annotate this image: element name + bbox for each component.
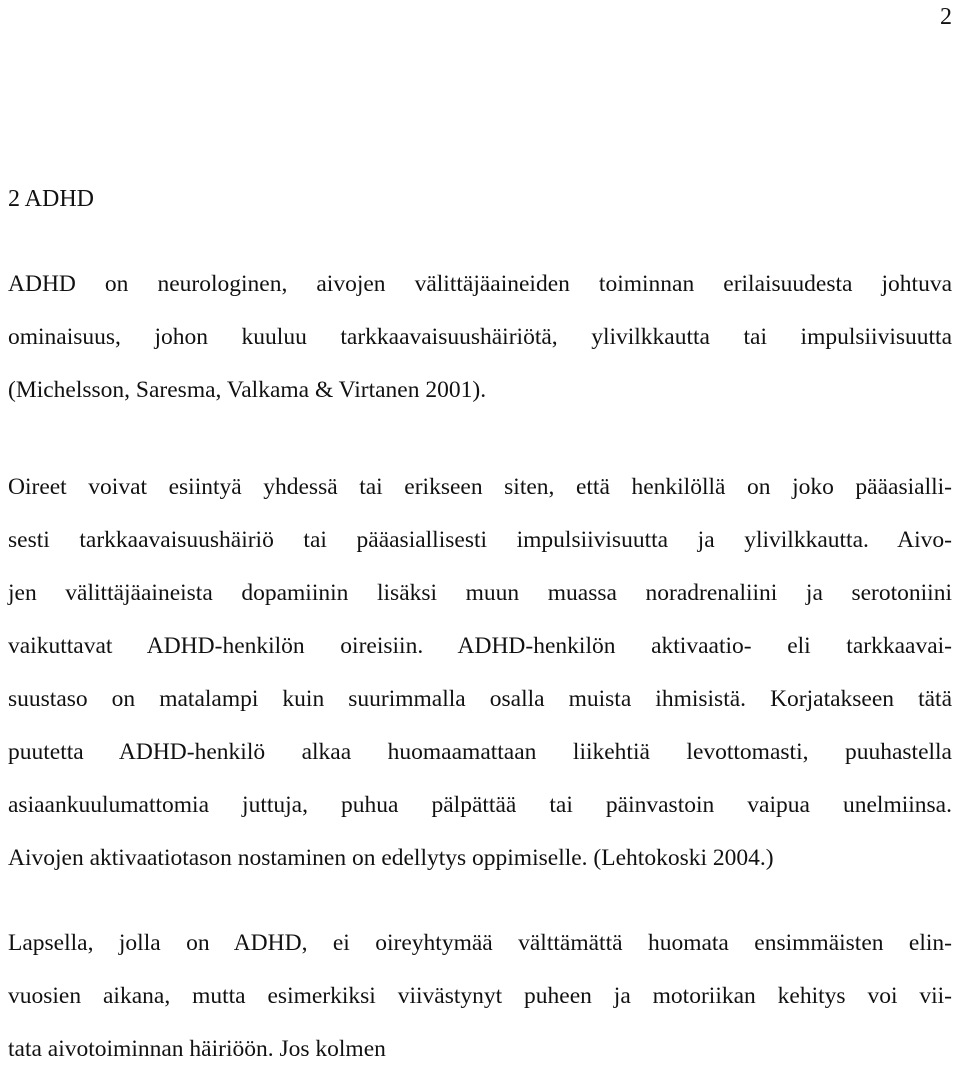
paragraph-1 <box>8 258 952 417</box>
text-line: asiaankuulumattomia juttuja, puhua pälpättää tai päinvastoin vaipua unelmiinsa. <box>8 792 952 818</box>
text-line: Oireet voivat esiintyä yhdessä tai erikseen siten, että henkilöllä on joko pääasialli- <box>8 474 952 500</box>
text-line: vaikuttavat ADHD-henkilön oireisiin. ADHD-henkilön aktivaatio- eli tarkkaavai- <box>8 633 952 659</box>
text-line: sesti tarkkaavaisuushäiriö tai pääasiallisesti impulsiivisuutta ja ylivilkkautta. Aivo- <box>8 527 952 553</box>
text-line: Lapsella, jolla on ADHD, ei oireyhtymää välttämättä huomata ensimmäisten elin- <box>8 930 952 956</box>
text-line: Aivojen aktivaatiotason nostaminen on edellytys oppimiselle. (Lehtokoski 2004.) <box>8 845 774 871</box>
page-number: 2 <box>940 4 952 30</box>
text-line: ADHD on neurologinen, aivojen välittäjäaineiden toiminnan erilaisuudesta johtuva <box>8 271 952 297</box>
text-line: tata aivotoiminnan häiriöön. Jos kolmen <box>8 1036 386 1062</box>
text-line: suustaso on matalampi kuin suurimmalla osalla muista ihmisistä. Korjatakseen tätä <box>8 686 952 712</box>
text-line: puutetta ADHD-henkilö alkaa huomaamattaan liikehtiä levottomasti, puuhastella <box>8 739 952 765</box>
text-line: jen välittäjäaineista dopamiinin lisäksi muun muassa noradrenaliini ja serotoniini <box>8 580 952 606</box>
section-heading: 2 ADHD <box>8 186 95 212</box>
text-line: (Michelsson, Saresma, Valkama & Virtanen 2001). <box>8 377 487 403</box>
text-line: ominaisuus, johon kuuluu tarkkaavaisuushäiriötä, ylivilkkautta tai impulsiivisuutta <box>8 324 952 350</box>
paragraph-3 <box>8 917 952 1076</box>
text-line: vuosien aikana, mutta esimerkiksi viivästynyt puheen ja motoriikan kehitys voi vii- <box>8 983 952 1009</box>
paragraph-2 <box>8 461 952 885</box>
